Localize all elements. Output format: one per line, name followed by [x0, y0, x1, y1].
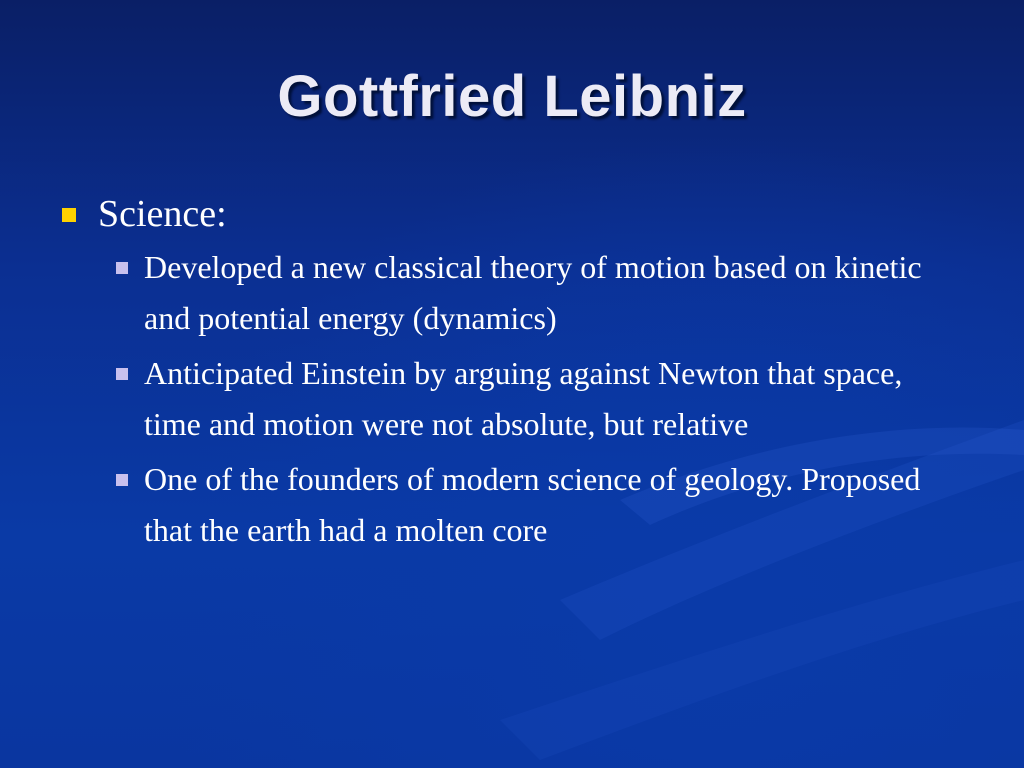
science-sublist [116, 242, 972, 556]
square-bullet-icon [116, 368, 128, 380]
slide-title: Gottfried Leibniz [277, 64, 747, 129]
list-item-text: Developed a new classical theory of motion based on kinetic and potential energy (dynamics) [144, 249, 922, 336]
list-item [116, 454, 936, 556]
list-item-text: Anticipated Einstein by arguing against Newton that space, time and motion were not absolute, but relative [144, 355, 903, 442]
square-bullet-icon [116, 474, 128, 486]
square-bullet-icon [116, 262, 128, 274]
square-bullet-icon [62, 208, 76, 222]
bullet-science [62, 190, 972, 238]
list-item [116, 348, 936, 450]
list-item-text: One of the founders of modern science of geology. Proposed that the earth had a molten core [144, 461, 921, 548]
list-item [116, 242, 936, 344]
slide-content [62, 190, 972, 560]
bullet-science-label: Science: [98, 193, 227, 235]
